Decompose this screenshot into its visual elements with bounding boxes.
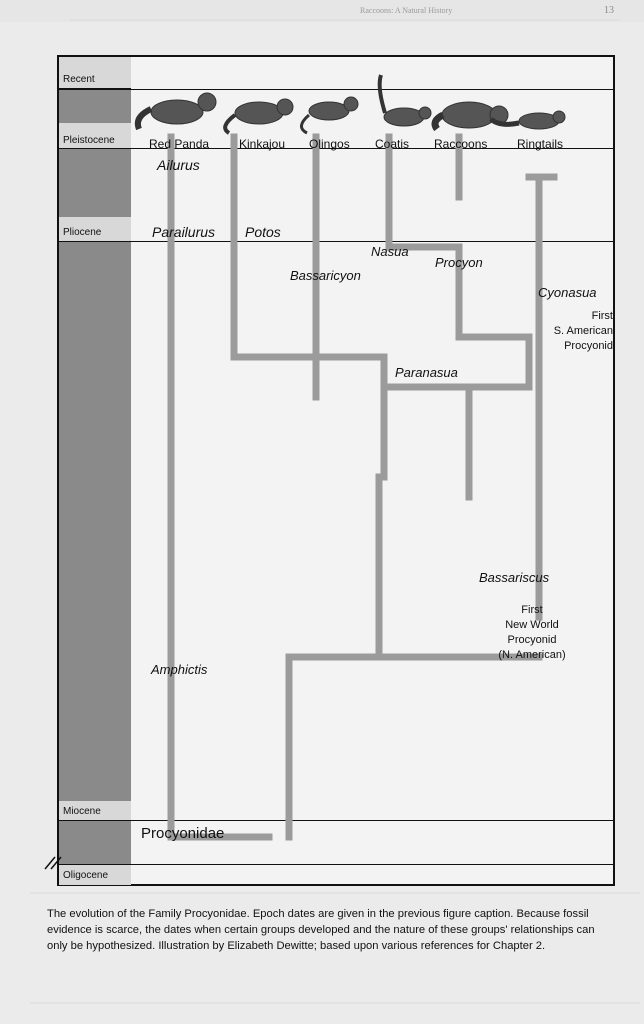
epoch-label-miocene: Miocene bbox=[63, 806, 101, 817]
family-procyonidae: Procyonidae bbox=[141, 825, 225, 842]
taxon-bassariscus: Bassariscus bbox=[479, 570, 550, 585]
label-ringtails: Ringtails bbox=[517, 137, 564, 151]
label-kinkajou: Kinkajou bbox=[239, 137, 286, 151]
label-raccoons: Raccoons bbox=[434, 137, 488, 151]
red-panda-silhouette bbox=[151, 100, 203, 124]
kinkajou-silhouette bbox=[235, 102, 283, 124]
note-first-new-world-procyonid: First New World Procyonid (N. American) bbox=[498, 604, 566, 661]
taxon-paranasua: Paranasua bbox=[395, 365, 458, 380]
axis-break-mark bbox=[43, 853, 73, 873]
animal-silhouettes bbox=[59, 57, 615, 137]
taxon-cyonasua: Cyonasua bbox=[538, 285, 597, 300]
taxon-nasua: Nasua bbox=[371, 244, 409, 259]
taxon-procyon: Procyon bbox=[435, 255, 483, 270]
note-first-south-american-procyonid: First S. American Procyonid bbox=[553, 310, 613, 352]
evolution-figure bbox=[57, 55, 615, 886]
epoch-label-recent: Recent bbox=[63, 74, 95, 85]
coati-silhouette bbox=[384, 108, 424, 126]
label-olingos: Olingos bbox=[309, 137, 350, 151]
epoch-label-oligocene: Oligocene bbox=[63, 870, 109, 881]
page-number: 13 bbox=[604, 5, 614, 16]
figure-caption: The evolution of the Family Procyonidae. Epoch dates are given in the previous figure caption. Because fossil evidence is scarce, the dates when certain groups developed and the nature of these groups' relationships can only be hypothesized. Illustration by Elizabeth Dewitte; based upon various references for Chapter 2. bbox=[47, 908, 595, 952]
taxon-amphictis: Amphictis bbox=[151, 662, 208, 677]
raccoon-silhouette bbox=[442, 102, 496, 128]
taxon-parailurus: Parailurus bbox=[152, 224, 216, 240]
phylogeny-branches bbox=[59, 57, 615, 886]
label-red-panda: Red Panda bbox=[149, 137, 210, 151]
olingo-silhouette bbox=[309, 102, 349, 120]
label-coatis: Coatis bbox=[375, 137, 410, 151]
epoch-label-pliocene: Pliocene bbox=[63, 227, 102, 238]
epoch-label-pleistocene: Pleistocene bbox=[63, 135, 115, 146]
running-head-text: Raccoons: A Natural History bbox=[360, 6, 453, 15]
taxon-ailurus: Ailurus bbox=[157, 157, 200, 173]
taxon-bassaricyon: Bassaricyon bbox=[290, 268, 361, 283]
taxon-potos: Potos bbox=[245, 224, 281, 240]
